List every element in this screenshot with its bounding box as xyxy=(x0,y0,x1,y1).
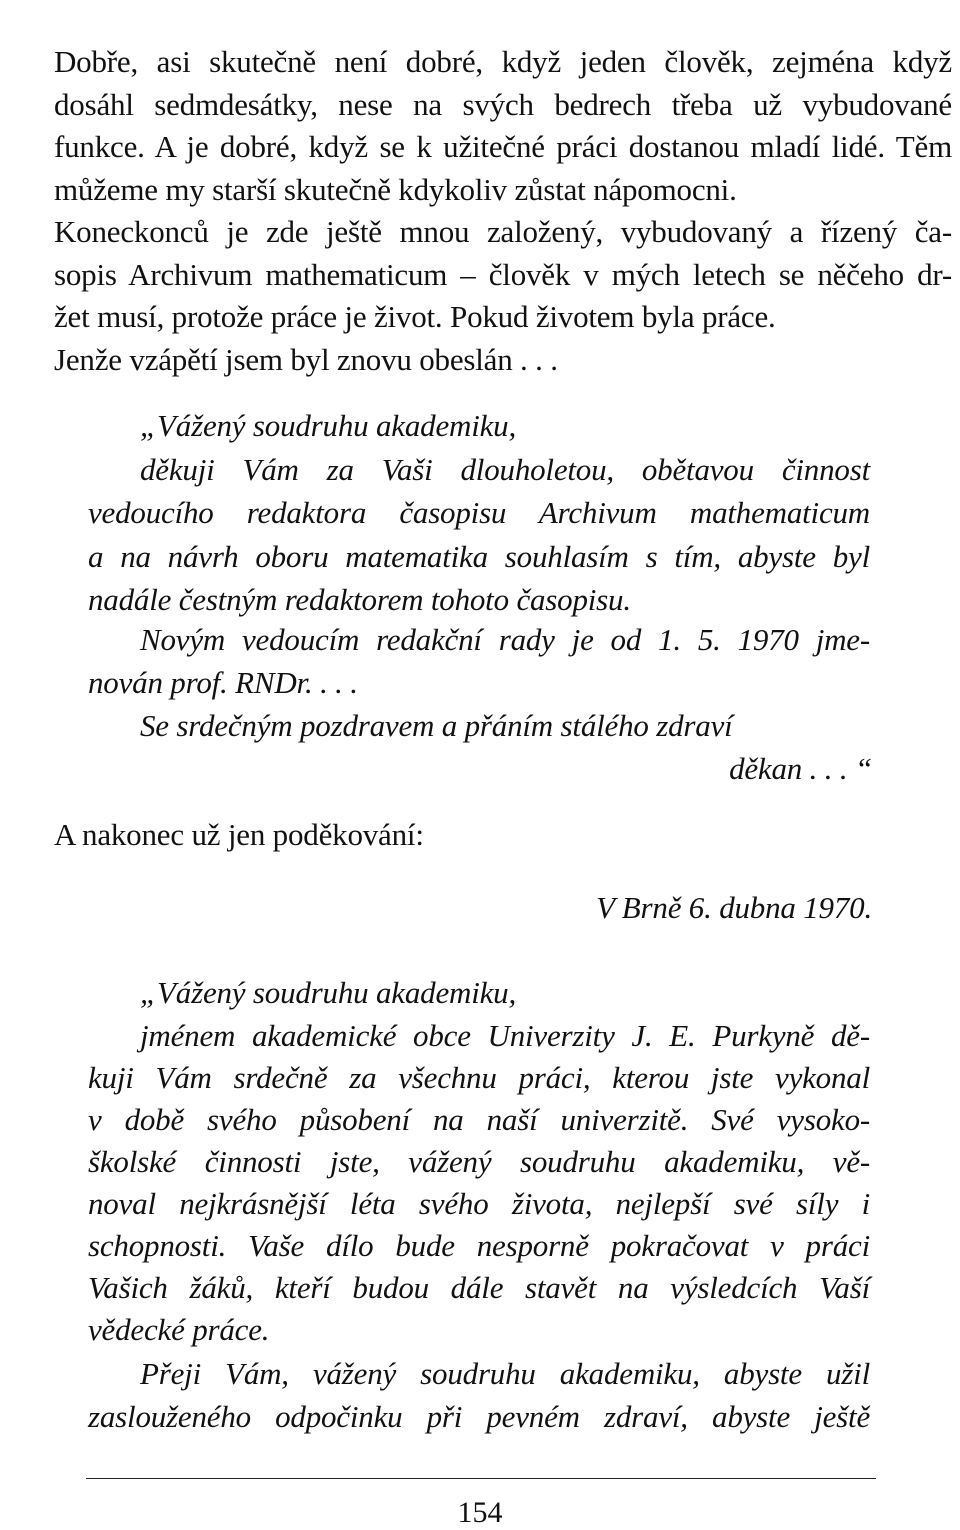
letter-2-body-line-7: Vašich žáků, kteří budou dále stavět na výsledcích Vaší xyxy=(88,1270,870,1305)
letter-1-body-line-1: děkuji Vám za Vaši dlouholetou, obětavou činnost xyxy=(140,452,870,487)
letter-1-second-para-line-2: nován prof. RNDr. . . . xyxy=(88,665,358,700)
transition-line: A nakonec už jen poděkování: xyxy=(54,817,424,852)
footer-rule xyxy=(86,1478,876,1479)
letter-2-body-line-2: kuji Vám srdečně za všechnu práci, kterou jste vykonal xyxy=(88,1060,870,1095)
letter-1-closing: Se srdečným pozdravem a přáním stálého zdraví xyxy=(140,708,733,743)
letter-2-body-line-1: jménem akademické obce Univerzity J. E. Purkyně dě- xyxy=(140,1018,870,1053)
letter-2-body-line-8: vědecké práce. xyxy=(88,1312,270,1347)
letter-2-closing-line-1: Přeji Vám, vážený soudruhu akademiku, abyste užil xyxy=(140,1356,870,1391)
paragraph-2-line-3: žet musí, protože práce je život. Pokud životem byla práce. xyxy=(54,299,776,334)
paragraph-3-line: Jenže vzápětí jsem byl znovu obeslán . . . xyxy=(54,342,558,377)
letter-1-second-para-line-1: Novým vedoucím redakční rady je od 1. 5. 1970 jme- xyxy=(140,622,870,657)
letter-2-closing-line-2: zaslouženého odpočinku při pevném zdraví, abyste ještě xyxy=(88,1399,870,1434)
letter-1-salutation: „Vážený soudruhu akademiku, xyxy=(140,408,517,443)
letter-1-signature: děkan . . . “ xyxy=(729,751,872,786)
letter-2-salutation: „Vážený soudruhu akademiku, xyxy=(140,975,517,1010)
paragraph-1-line-3: funkce. A je dobré, když se k užitečné práci dostanou mladí lidé. Těm xyxy=(54,129,952,164)
letter-1-body-line-2: vedoucího redaktora časopisu Archivum mathematicum xyxy=(88,495,870,530)
letter-2-body-line-6: schopnosti. Vaše dílo bude nesporně pokračovat v práci xyxy=(88,1228,870,1263)
paragraph-1-line-2: dosáhl sedmdesátky, nese na svých bedrech třeba už vybudované xyxy=(54,87,952,122)
letter-2-body-line-5: noval nejkrásnější léta svého života, nejlepší své síly i xyxy=(88,1186,870,1221)
letter-2-body-line-3: v době svého působení na naší univerzitě. Své vysoko- xyxy=(88,1102,870,1137)
paragraph-2-line-2: sopis Archivum mathematicum – člověk v mých letech se něčeho dr- xyxy=(54,257,952,292)
letter-1-body-line-4: nadále čestným redaktorem tohoto časopisu. xyxy=(88,582,631,617)
page-number: 154 xyxy=(457,1496,503,1529)
letter-2-dateline: V Brně 6. dubna 1970. xyxy=(596,890,872,925)
paragraph-2-line-1: Koneckonců je zde ještě mnou založený, vybudovaný a řízený ča- xyxy=(54,214,952,249)
paragraph-1-line-4: můžeme my starší skutečně kdykoliv zůstat nápomocni. xyxy=(54,172,737,207)
letter-2-body-line-4: školské činnosti jste, vážený soudruhu akademiku, vě- xyxy=(88,1144,870,1179)
paragraph-1-line-1: Dobře, asi skutečně není dobré, když jeden člověk, zejména když xyxy=(54,44,952,79)
letter-1-body-line-3: a na návrh oboru matematika souhlasím s tím, abyste byl xyxy=(88,539,870,574)
